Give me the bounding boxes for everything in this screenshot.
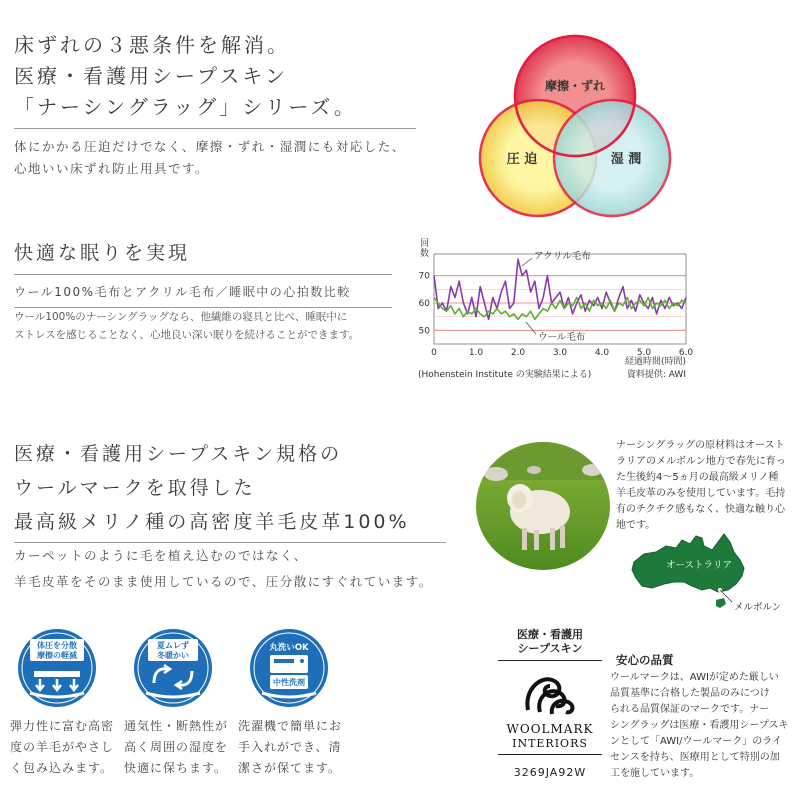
origin-line: た生後約4〜5ヵ月の最高級メリノ種 xyxy=(616,472,779,483)
caption-line: 度の羊毛がやさし xyxy=(10,740,115,754)
section3-desc xyxy=(14,543,433,595)
feature-caption-breathable xyxy=(124,716,228,779)
origin-line: ナーシングラッグの原材料はオースト xyxy=(616,440,785,451)
desc-line: ウール100%のナーシングラッグなら、他繊維の寝具と比べ、睡眠中に xyxy=(14,311,348,323)
woolmark-brand: WOOLMARK xyxy=(506,722,594,736)
title-line: 医療・看護用シープスキン規格の xyxy=(14,443,343,465)
section3-title xyxy=(14,437,410,539)
section1-title xyxy=(14,30,357,123)
y-tick-label: 70 xyxy=(418,271,430,282)
section1-desc xyxy=(14,136,406,180)
origin-line: ラリアのメルボルン地方で春先に育っ xyxy=(616,456,786,467)
caption-line: 快適に保ちます。 xyxy=(124,761,228,775)
badge-line: 摩擦の軽減 xyxy=(37,651,77,660)
quality-title: 安心の品質 xyxy=(616,653,674,667)
title-line: 医療・看護用シープスキン xyxy=(14,64,288,88)
quality-line: られる品質保証のマークです。ナー xyxy=(610,704,770,715)
x-tick-label: 0 xyxy=(431,348,437,358)
y-tick-label: 50 xyxy=(418,326,430,337)
divider xyxy=(14,274,392,275)
venn-diagram xyxy=(460,18,690,218)
venn-label-top: 摩擦・ずれ xyxy=(544,79,606,93)
quality-line: センスを持ち、医療用として特別の加 xyxy=(610,752,780,763)
desc-line: 心地いい床ずれ防止用具です。 xyxy=(14,161,210,176)
x-tick-label: 3.0 xyxy=(552,348,568,358)
title-line: ウールマークを取得した xyxy=(14,477,256,499)
caption-line: 高く周囲の湿度を xyxy=(124,740,229,754)
title-line: 最高級メリノ種の高密度羊毛皮革100% xyxy=(14,511,410,533)
woolmark-sub: INTERIORS xyxy=(512,737,588,750)
australia-map xyxy=(630,530,795,620)
chart-ylabel-1: 回 xyxy=(420,239,430,249)
caption-line: 通気性・断熱性が xyxy=(124,719,229,733)
woolmark-code: 3269JA92W xyxy=(513,766,587,779)
chart-source-note: (Hohenstein Institute の実験結果による) xyxy=(418,370,592,380)
chart-provider: 資料提供: AWI xyxy=(626,370,686,380)
woolmark-header-line: 医療・看護用 xyxy=(517,628,583,641)
venn-label-right: 湿 潤 xyxy=(610,152,642,167)
title-line: 床ずれの３悪条件を解消。 xyxy=(14,33,290,57)
venn-label-left: 圧 迫 xyxy=(506,152,538,167)
map-country-label: オーストラリア xyxy=(666,560,733,571)
heart-rate-chart xyxy=(410,236,700,386)
badge-line: 丸洗いOK xyxy=(269,643,309,653)
badge-line: 冬暖かい xyxy=(157,651,189,660)
origin-line: 地です。 xyxy=(616,520,656,531)
chart-xlabel: 経過時間(時間) xyxy=(624,357,686,367)
desc-line: 体にかかる圧迫だけでなく、摩擦・ずれ・湿潤にも対応した、 xyxy=(14,139,406,154)
pressure-plate-icon xyxy=(34,671,80,677)
y-tick-label: 60 xyxy=(418,299,430,309)
quality-line: ウールマークは、AWIが定めた厳しい xyxy=(610,672,779,683)
badge-line: 体圧を分散 xyxy=(37,641,77,650)
quality-line: シングラッグは医療・看護用シープスキ xyxy=(610,720,789,731)
chart-ylabel-2: 数 xyxy=(420,249,430,259)
woolmark-divider xyxy=(498,660,602,661)
badge-line: 中性洗剤 xyxy=(273,678,305,687)
x-tick-label: 6.0 xyxy=(678,348,694,358)
x-tick-label: 5.0 xyxy=(636,348,652,358)
x-tick-label: 4.0 xyxy=(594,348,610,358)
section2-desc xyxy=(14,308,359,344)
section2-title: 快適な眠りを実現 xyxy=(14,242,191,264)
legend-label-acrylic: アクリル毛布 xyxy=(534,251,591,262)
quality-text xyxy=(610,670,788,782)
sheep-photo xyxy=(474,440,612,572)
desc-line: カーペットのように毛を植え込むのではなく、 xyxy=(14,548,308,563)
divider xyxy=(14,128,416,129)
caption-line: 手入れができ、清 xyxy=(238,740,342,754)
legend-label-wool: ウール毛布 xyxy=(538,332,586,343)
badge-line: 夏ムレず xyxy=(157,641,189,650)
map-city-label: メルボルン xyxy=(734,602,782,613)
feature-caption-pressure xyxy=(10,716,114,779)
desc-line: ストレスを感じることなく、心地良い深い眠りを続けることができます。 xyxy=(14,329,360,341)
quality-line: ンとして「AWI/ウールマーク」のライ xyxy=(610,736,782,747)
caption-line: 弾力性に富む高密 xyxy=(10,719,115,733)
woolmark-logo xyxy=(520,670,580,720)
origin-line: 羊毛皮革のみを使用しています。毛持 xyxy=(616,488,786,499)
quality-line: 工を施しています。 xyxy=(610,768,700,779)
feature-caption-washable xyxy=(238,716,342,779)
woolmark-header xyxy=(498,628,602,656)
feature-badge-breathable xyxy=(132,627,214,709)
washing-machine-icon xyxy=(270,655,308,673)
woolmark-divider xyxy=(498,754,602,755)
caption-line: 洗濯機で簡単にお xyxy=(238,719,343,733)
origin-text xyxy=(616,438,786,534)
caption-line: 潔さが保てます。 xyxy=(238,761,342,775)
quality-line: 品質基準に合格した製品のみにつけ xyxy=(610,688,770,699)
feature-badge-washable xyxy=(248,627,330,709)
woolmark-header-line: シープスキン xyxy=(517,642,583,655)
caption-line: く包み込みます。 xyxy=(10,761,114,775)
x-tick-label: 2.0 xyxy=(510,348,526,358)
section2-subtitle: ウール100%毛布とアクリル毛布／睡眠中の心拍数比較 xyxy=(14,285,351,299)
tasmania xyxy=(716,598,726,608)
origin-line: 有のチクチク感もなく、快適な触り心 xyxy=(616,504,785,515)
feature-badge-pressure xyxy=(16,627,98,709)
title-line: 「ナーシングラッグ」シリーズ。 xyxy=(14,95,357,119)
x-tick-label: 1.0 xyxy=(468,348,484,358)
desc-line: 羊毛皮革をそのまま使用しているので、圧分散にすぐれています。 xyxy=(14,574,433,589)
